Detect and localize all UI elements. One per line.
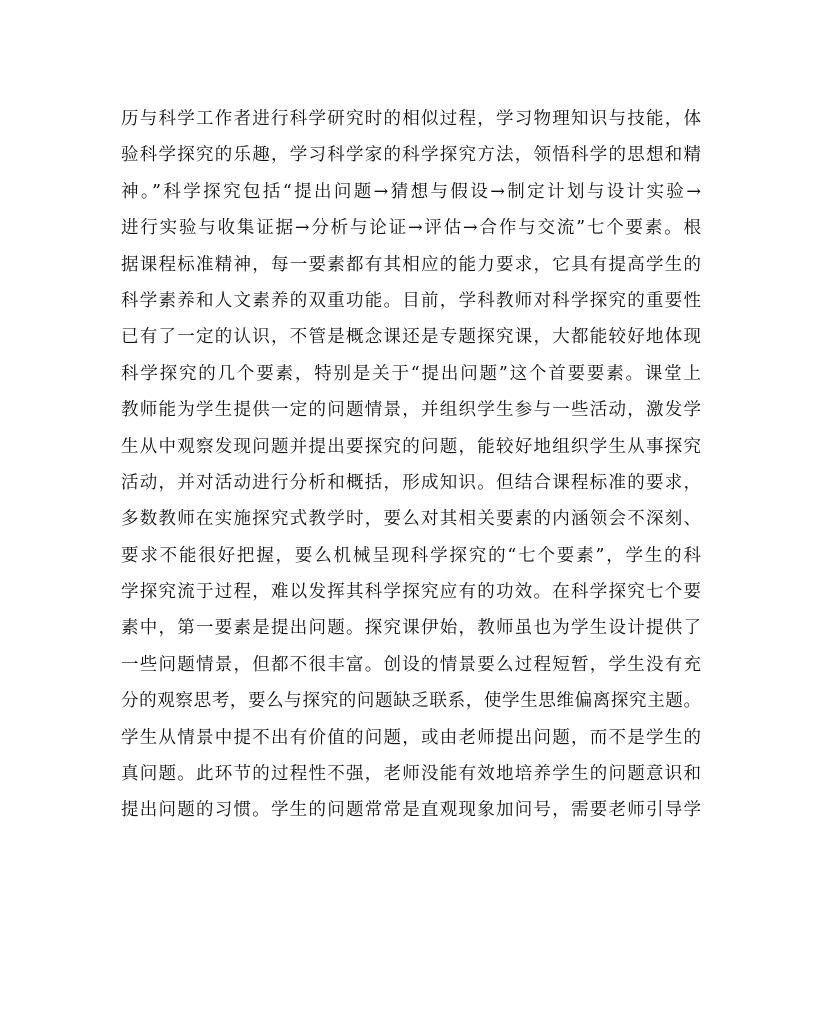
text-line: 多数教师在实施探究式教学时，要么对其相关要素的内涵领会不深刻、 [121, 509, 701, 530]
text-line: 教师能为学生提供一定的问题情景，并组织学生参与一些活动，激发学 [121, 400, 701, 421]
text-line: 历与科学工作者进行科学研究时的相似过程，学习物理知识与技能，体 [121, 109, 701, 129]
text-line: 据课程标准精神，每一要素都有其相应的能力要求，它具有提高学生的 [121, 254, 701, 275]
text-line: 学生从情景中提不出有价值的问题，或由老师提出问题，而不是学生的 [121, 727, 701, 748]
body-paragraph [121, 101, 701, 829]
text-line: 生从中观察发现问题并提出要探究的问题，能较好地组织学生从事探究 [121, 436, 701, 457]
text-line: 要求不能很好把握，要么机械呈现科学探究的“七个要素”，学生的科 [121, 545, 701, 566]
text-line: 分的观察思考，要么与探究的问题缺乏联系，使学生思维偏离探究主题。 [121, 691, 701, 712]
text-line: 验科学探究的乐趣，学习科学家的科学探究方法，领悟科学的思想和精 [121, 145, 701, 166]
text-line: 学探究流于过程，难以发挥其科学探究应有的功效。在科学探究七个要 [121, 582, 701, 603]
text-line: 活动，并对活动进行分析和概括，形成知识。但结合课程标准的要求， [121, 472, 701, 493]
text-line: 科学探究的几个要素，特别是关于“提出问题”这个首要要素。课堂上 [121, 363, 701, 384]
text-line: 素中，第一要素是提出问题。探究课伊始，教师虽也为学生设计提供了 [121, 618, 701, 639]
text-line: 神。”科学探究包括“提出问题→猜想与假设→制定计划与设计实验→ [121, 181, 701, 202]
text-line: 一些问题情景，但都不很丰富。创设的情景要么过程短暂，学生没有充 [121, 654, 701, 675]
text-line: 已有了一定的认识，不管是概念课还是专题探究课，大都能较好地体现 [121, 327, 701, 348]
text-line: 真问题。此环节的过程性不强，老师没能有效地培养学生的问题意识和 [121, 764, 701, 785]
text-line: 科学素养和人文素养的双重功能。目前，学科教师对科学探究的重要性 [121, 290, 701, 311]
text-line: 提出问题的习惯。学生的问题常常是直观现象加问号，需要老师引导学 [121, 800, 701, 821]
text-line: 进行实验与收集证据→分析与论证→评估→合作与交流”七个要素。根 [121, 218, 701, 239]
